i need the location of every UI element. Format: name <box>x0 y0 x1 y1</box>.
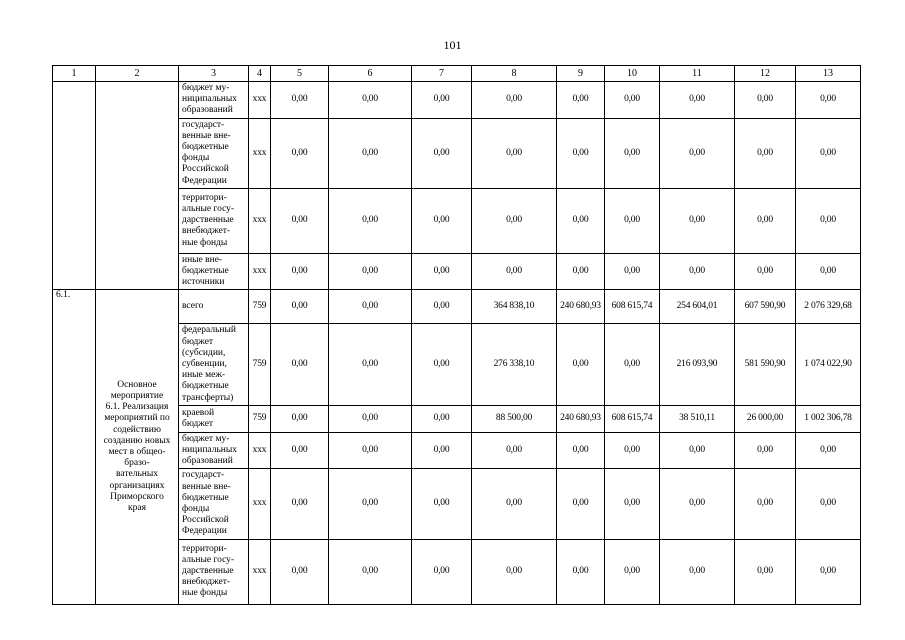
value-cell: 0,00 <box>605 539 660 604</box>
funding-source-cell: всего <box>179 290 249 324</box>
value-cell: 0,00 <box>557 188 605 253</box>
value-cell: 0,00 <box>660 82 735 119</box>
column-header: 5 <box>271 66 329 82</box>
value-cell: 0,00 <box>329 469 412 539</box>
column-header: 3 <box>179 66 249 82</box>
value-cell: 0,00 <box>735 118 796 188</box>
value-cell: 0,00 <box>271 118 329 188</box>
value-cell: 0,00 <box>557 82 605 119</box>
value-cell: 0,00 <box>735 188 796 253</box>
header-row <box>53 66 861 82</box>
value-cell: 0,00 <box>329 405 412 432</box>
value-cell: 0,00 <box>605 469 660 539</box>
value-cell: 0,00 <box>660 188 735 253</box>
value-cell: 364 838,10 <box>472 290 557 324</box>
value-cell: 0,00 <box>557 539 605 604</box>
code-cell: ххх <box>249 253 271 290</box>
value-cell: 581 590,90 <box>735 324 796 405</box>
value-cell: 607 590,90 <box>735 290 796 324</box>
value-cell: 0,00 <box>796 253 861 290</box>
value-cell: 0,00 <box>660 539 735 604</box>
code-cell: ххх <box>249 432 271 469</box>
value-cell: 0,00 <box>271 432 329 469</box>
value-cell: 0,00 <box>735 253 796 290</box>
funding-source-cell: бюджет му- ниципальных образований <box>179 82 249 119</box>
table-row <box>53 82 861 119</box>
value-cell: 0,00 <box>472 188 557 253</box>
value-cell: 0,00 <box>796 432 861 469</box>
value-cell: 0,00 <box>472 82 557 119</box>
value-cell: 0,00 <box>271 405 329 432</box>
value-cell: 0,00 <box>796 469 861 539</box>
value-cell: 0,00 <box>271 82 329 119</box>
value-cell: 1 002 306,78 <box>796 405 861 432</box>
column-header: 12 <box>735 66 796 82</box>
value-cell: 608 615,74 <box>605 290 660 324</box>
value-cell: 0,00 <box>412 188 472 253</box>
value-cell: 0,00 <box>472 469 557 539</box>
value-cell: 0,00 <box>557 324 605 405</box>
value-cell: 0,00 <box>796 118 861 188</box>
funding-source-cell: федеральный бюджет (субсидии, субвенции, иные меж- бюджетные трансферты) <box>179 324 249 405</box>
column-header: 10 <box>605 66 660 82</box>
value-cell: 0,00 <box>329 539 412 604</box>
funding-source-cell: бюджет му- ниципальных образований <box>179 432 249 469</box>
value-cell: 0,00 <box>660 432 735 469</box>
value-cell: 240 680,93 <box>557 405 605 432</box>
value-cell: 0,00 <box>660 118 735 188</box>
column-header: 7 <box>412 66 472 82</box>
column-header: 4 <box>249 66 271 82</box>
funding-source-cell: территори- альные госу- дарственные внебюджет- ные фонды <box>179 188 249 253</box>
value-cell: 254 604,01 <box>660 290 735 324</box>
value-cell: 0,00 <box>329 324 412 405</box>
value-cell: 0,00 <box>329 82 412 119</box>
number-cell <box>53 82 96 290</box>
value-cell: 0,00 <box>329 290 412 324</box>
value-cell: 0,00 <box>605 82 660 119</box>
value-cell: 0,00 <box>329 432 412 469</box>
funding-source-cell: иные вне- бюджетные источники <box>179 253 249 290</box>
value-cell: 0,00 <box>472 539 557 604</box>
value-cell: 0,00 <box>412 82 472 119</box>
value-cell: 0,00 <box>796 82 861 119</box>
value-cell: 0,00 <box>412 290 472 324</box>
activity-name-cell <box>96 82 179 290</box>
value-cell: 0,00 <box>412 405 472 432</box>
value-cell: 0,00 <box>735 82 796 119</box>
code-cell: 759 <box>249 405 271 432</box>
code-cell: ххх <box>249 469 271 539</box>
value-cell: 0,00 <box>329 118 412 188</box>
page-number: 101 <box>443 38 462 52</box>
value-cell: 0,00 <box>271 539 329 604</box>
value-cell: 0,00 <box>412 469 472 539</box>
funding-source-cell: краевой бюджет <box>179 405 249 432</box>
code-cell: ххх <box>249 82 271 119</box>
code-cell: ххх <box>249 539 271 604</box>
funding-source-cell: государст- венные вне- бюджетные фонды Российской Федерации <box>179 118 249 188</box>
value-cell: 0,00 <box>271 469 329 539</box>
code-cell: 759 <box>249 290 271 324</box>
value-cell: 1 074 022,90 <box>796 324 861 405</box>
value-cell: 0,00 <box>412 118 472 188</box>
budget-table <box>52 65 861 605</box>
value-cell: 276 338,10 <box>472 324 557 405</box>
value-cell: 0,00 <box>472 118 557 188</box>
column-header: 9 <box>557 66 605 82</box>
section-number-cell: 6.1. <box>53 290 96 604</box>
column-header: 13 <box>796 66 861 82</box>
value-cell: 0,00 <box>605 253 660 290</box>
value-cell: 0,00 <box>412 324 472 405</box>
value-cell: 88 500,00 <box>472 405 557 432</box>
column-header: 8 <box>472 66 557 82</box>
value-cell: 0,00 <box>796 539 861 604</box>
value-cell: 0,00 <box>412 253 472 290</box>
column-header: 11 <box>660 66 735 82</box>
code-cell: ххх <box>249 188 271 253</box>
column-header: 2 <box>96 66 179 82</box>
value-cell: 0,00 <box>735 432 796 469</box>
code-cell: 759 <box>249 324 271 405</box>
value-cell: 0,00 <box>605 118 660 188</box>
value-cell: 2 076 329,68 <box>796 290 861 324</box>
table-row <box>53 290 861 324</box>
value-cell: 0,00 <box>796 188 861 253</box>
code-cell: ххх <box>249 118 271 188</box>
activity-name-cell: Основное мероприятие 6.1. Реализация мероприятий по содействию созданию новых мест в общео- бразо- вательных организациях Приморского края <box>96 290 179 604</box>
value-cell: 0,00 <box>660 253 735 290</box>
value-cell: 0,00 <box>412 432 472 469</box>
value-cell: 0,00 <box>557 469 605 539</box>
value-cell: 0,00 <box>735 469 796 539</box>
value-cell: 0,00 <box>605 188 660 253</box>
value-cell: 0,00 <box>329 188 412 253</box>
value-cell: 0,00 <box>329 253 412 290</box>
value-cell: 608 615,74 <box>605 405 660 432</box>
value-cell: 0,00 <box>735 539 796 604</box>
value-cell: 38 510,11 <box>660 405 735 432</box>
funding-source-cell: государст- венные вне- бюджетные фонды Российской Федерации <box>179 469 249 539</box>
value-cell: 26 000,00 <box>735 405 796 432</box>
value-cell: 0,00 <box>271 324 329 405</box>
value-cell: 0,00 <box>660 469 735 539</box>
value-cell: 0,00 <box>271 188 329 253</box>
value-cell: 0,00 <box>472 253 557 290</box>
value-cell: 0,00 <box>557 118 605 188</box>
value-cell: 0,00 <box>472 432 557 469</box>
column-header: 6 <box>329 66 412 82</box>
value-cell: 240 680,93 <box>557 290 605 324</box>
funding-source-cell: территори- альные госу- дарственные внебюджет- ные фонды <box>179 539 249 604</box>
value-cell: 0,00 <box>271 253 329 290</box>
value-cell: 0,00 <box>412 539 472 604</box>
value-cell: 0,00 <box>605 324 660 405</box>
value-cell: 0,00 <box>557 253 605 290</box>
column-header: 1 <box>53 66 96 82</box>
value-cell: 0,00 <box>271 290 329 324</box>
value-cell: 0,00 <box>605 432 660 469</box>
value-cell: 216 093,90 <box>660 324 735 405</box>
value-cell: 0,00 <box>557 432 605 469</box>
